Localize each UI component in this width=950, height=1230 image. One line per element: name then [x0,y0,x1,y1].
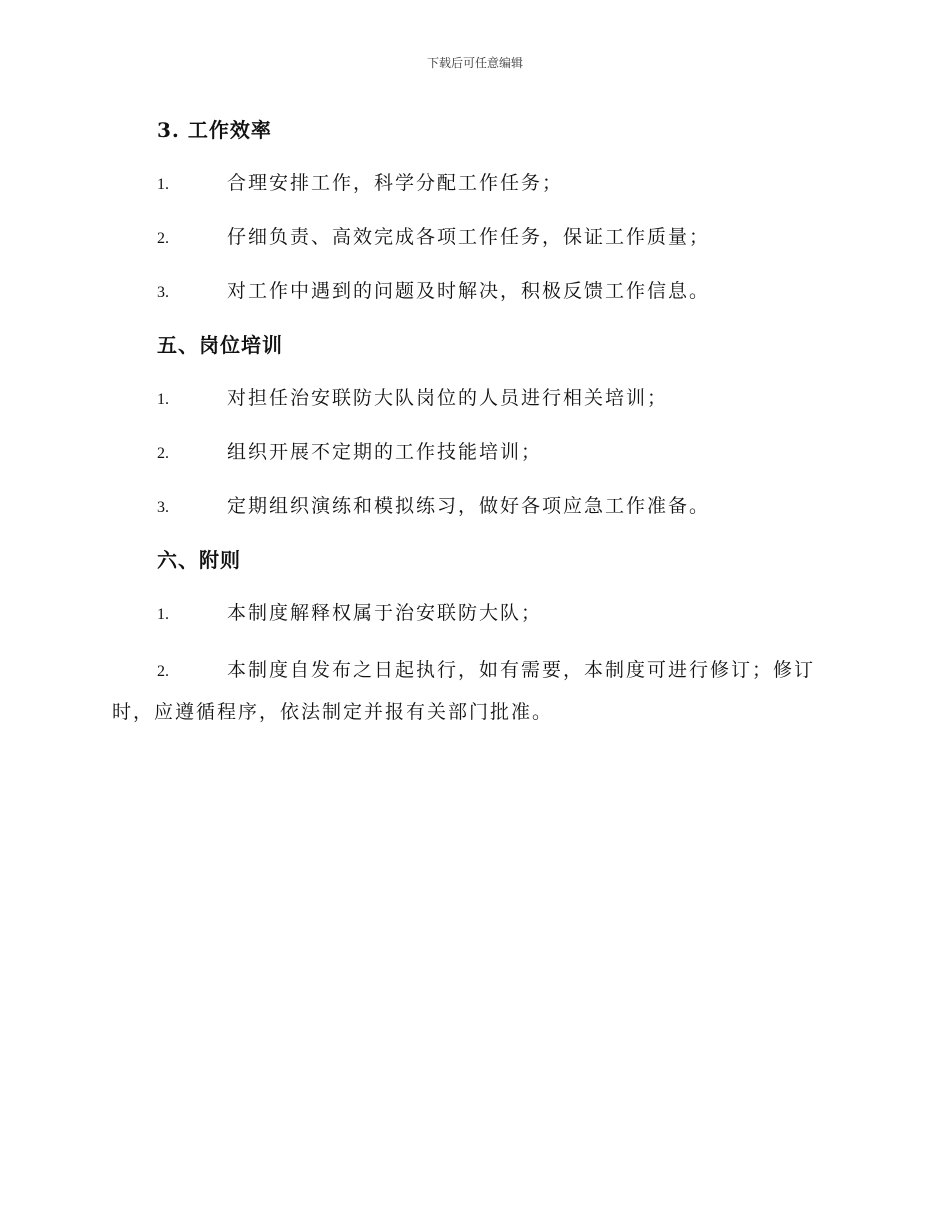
page-header: 下载后可任意编辑 [426,56,523,70]
item-text: 仔细负责、高效完成各项工作任务，保证工作质量； [227,226,711,248]
item-text: 本制度自发布之日起执行，如有需要，本制度可进行修订；修订 [227,659,816,681]
item-text: 定期组织演练和模拟练习，做好各项应急工作准备。 [227,495,711,517]
item-number: 1. [157,391,169,408]
item-number: 1. [157,176,169,193]
list-item [157,383,668,410]
item-text: 本制度解释权属于治安联防大队； [227,602,543,624]
list-item [157,276,710,303]
list-item [157,491,710,518]
item-text: 对担任治安联防大队岗位的人员进行相关培训； [227,387,669,409]
item-number: 1. [157,606,169,623]
item-number: 3. [157,284,169,301]
list-item [157,598,542,625]
item-text-continuation: 时，应遵循程序，依法制定并报有关部门批准。 [112,701,554,723]
section-heading-appendix: 六、附则 [157,548,241,572]
list-item [157,437,542,464]
section-heading-training: 五、岗位培训 [157,333,283,357]
item-number: 2. [157,663,169,680]
list-item [157,168,563,195]
list-item [157,222,710,249]
item-text: 对工作中遇到的问题及时解决，积极反馈工作信息。 [227,280,711,302]
section-heading-efficiency: 3. 工作效率 [157,118,272,142]
item-text: 合理安排工作，科学分配工作任务； [227,172,564,194]
item-number: 3. [157,499,169,516]
wrapped-first-line [112,650,832,692]
list-item-wrapped [112,650,832,732]
item-text: 组织开展不定期的工作技能培训； [227,441,543,463]
item-number: 2. [157,230,169,247]
item-number: 2. [157,445,169,462]
